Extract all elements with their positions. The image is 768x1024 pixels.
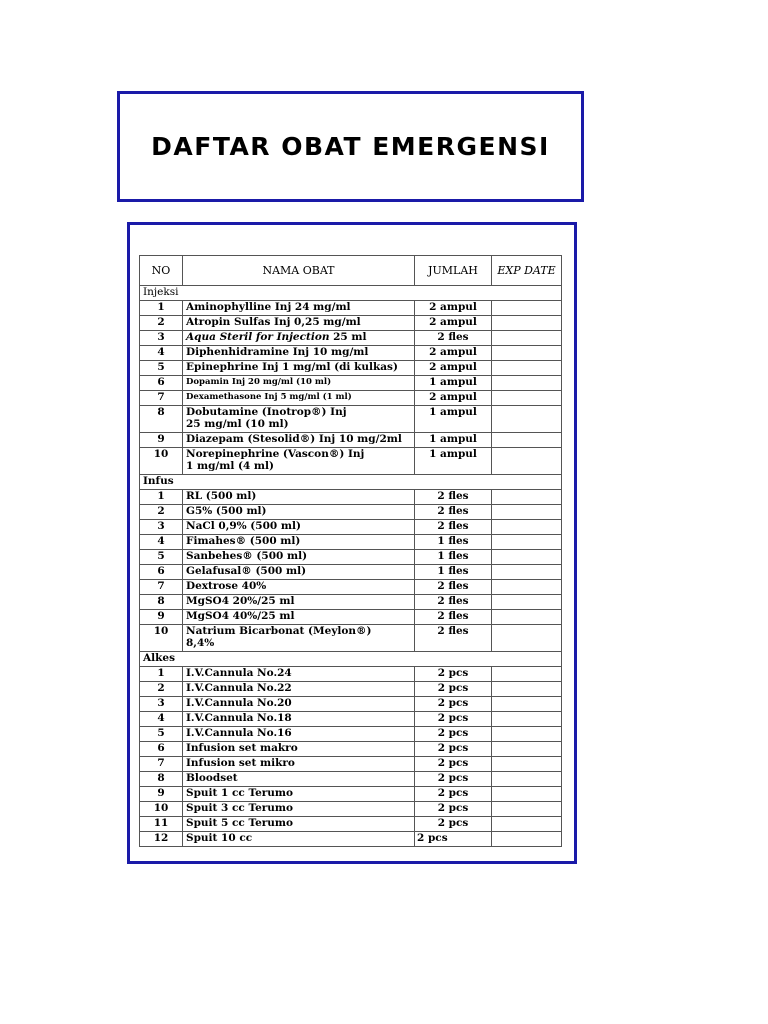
- row-exp: [492, 406, 562, 433]
- row-qty: 2 ampul: [415, 346, 492, 361]
- row-exp: [492, 712, 562, 727]
- row-no: 1: [140, 490, 183, 505]
- header-qty: JUMLAH: [415, 256, 492, 286]
- row-exp: [492, 787, 562, 802]
- row-exp: [492, 802, 562, 817]
- table-row: [140, 505, 562, 520]
- table-row: [140, 742, 562, 757]
- row-name: I.V.Cannula No.24: [183, 667, 415, 682]
- row-name-line: Dobutamine (Inotrop®) Inj: [186, 406, 347, 418]
- row-no: 4: [140, 346, 183, 361]
- table-row: [140, 697, 562, 712]
- table-row: [140, 580, 562, 595]
- row-no: 10: [140, 802, 183, 817]
- row-name: I.V.Cannula No.20: [183, 697, 415, 712]
- row-name: RL (500 ml): [183, 490, 415, 505]
- row-qty: 2 ampul: [415, 301, 492, 316]
- row-name: Spuit 3 cc Terumo: [183, 802, 415, 817]
- section-row-infus: [140, 475, 562, 490]
- row-exp: [492, 580, 562, 595]
- table-row: [140, 433, 562, 448]
- table-row: [140, 610, 562, 625]
- row-qty: 2 fles: [415, 520, 492, 535]
- table-row: [140, 682, 562, 697]
- row-qty: 2 pcs: [415, 697, 492, 712]
- row-exp: [492, 625, 562, 652]
- page-title: DAFTAR OBAT EMERGENSI: [151, 132, 550, 161]
- table-row: [140, 712, 562, 727]
- row-no: 2: [140, 316, 183, 331]
- row-qty: 1 ampul: [415, 433, 492, 448]
- table-row: [140, 448, 562, 475]
- header-exp-label: EXP DATE: [497, 263, 556, 277]
- header-exp: [492, 256, 562, 286]
- row-name: Diazepam (Stesolid®) Inj 10 mg/2ml: [183, 433, 415, 448]
- row-name: Infusion set makro: [183, 742, 415, 757]
- row-exp: [492, 697, 562, 712]
- row-name: Gelafusal® (500 ml): [183, 565, 415, 580]
- row-exp: [492, 520, 562, 535]
- row-name: Dopamin Inj 20 mg/ml (10 ml): [183, 376, 415, 391]
- row-no: 7: [140, 757, 183, 772]
- section-label: Alkes: [140, 652, 562, 667]
- row-no: 8: [140, 772, 183, 787]
- table-row: [140, 376, 562, 391]
- row-name-line: 25 mg/ml (10 ml): [186, 418, 289, 430]
- row-name: Aminophylline Inj 24 mg/ml: [183, 301, 415, 316]
- row-exp: [492, 682, 562, 697]
- row-exp: [492, 331, 562, 346]
- row-exp: [492, 316, 562, 331]
- row-exp: [492, 565, 562, 580]
- row-no: 5: [140, 361, 183, 376]
- table-row: [140, 301, 562, 316]
- row-name: Epinephrine Inj 1 mg/ml (di kulkas): [183, 361, 415, 376]
- row-name-line: 8,4%: [186, 637, 215, 649]
- row-name: G5% (500 ml): [183, 505, 415, 520]
- row-no: 6: [140, 376, 183, 391]
- row-name: Fimahes® (500 ml): [183, 535, 415, 550]
- row-name: [183, 625, 415, 652]
- row-name-line: Norepinephrine (Vascon®) Inj: [186, 448, 365, 460]
- section-row-injeksi: [140, 286, 562, 301]
- header-no: NO: [140, 256, 183, 286]
- row-name: Diphenhidramine Inj 10 mg/ml: [183, 346, 415, 361]
- row-name: Bloodset: [183, 772, 415, 787]
- row-exp: [492, 667, 562, 682]
- row-no: 2: [140, 682, 183, 697]
- table-row: [140, 490, 562, 505]
- row-qty: 2 pcs: [415, 727, 492, 742]
- row-exp: [492, 346, 562, 361]
- row-no: 10: [140, 448, 183, 475]
- row-exp: [492, 301, 562, 316]
- row-exp: [492, 772, 562, 787]
- row-no: 1: [140, 301, 183, 316]
- row-qty: 2 pcs: [415, 832, 492, 847]
- row-qty: 2 fles: [415, 580, 492, 595]
- table-row: [140, 316, 562, 331]
- row-exp: [492, 595, 562, 610]
- title-box: [117, 91, 584, 202]
- row-qty: 2 pcs: [415, 802, 492, 817]
- table-row: [140, 406, 562, 433]
- row-exp: [492, 535, 562, 550]
- table-row: [140, 667, 562, 682]
- row-qty: 2 pcs: [415, 787, 492, 802]
- table-row: [140, 772, 562, 787]
- row-qty: 2 fles: [415, 625, 492, 652]
- row-qty: 1 ampul: [415, 448, 492, 475]
- row-name: [183, 448, 415, 475]
- row-name: Spuit 1 cc Terumo: [183, 787, 415, 802]
- row-no: 3: [140, 520, 183, 535]
- row-name: I.V.Cannula No.22: [183, 682, 415, 697]
- row-no: 10: [140, 625, 183, 652]
- row-exp: [492, 433, 562, 448]
- table-row: [140, 361, 562, 376]
- row-qty: 2 ampul: [415, 361, 492, 376]
- row-name: Spuit 10 cc: [183, 832, 415, 847]
- header-name: NAMA OBAT: [183, 256, 415, 286]
- row-no: 4: [140, 712, 183, 727]
- row-no: 6: [140, 565, 183, 580]
- row-name: Sanbehes® (500 ml): [183, 550, 415, 565]
- drug-table: [139, 255, 562, 847]
- row-name-line: Natrium Bicarbonat (Meylon®): [186, 625, 372, 637]
- row-qty: 2 pcs: [415, 772, 492, 787]
- row-no: 9: [140, 787, 183, 802]
- row-no: 2: [140, 505, 183, 520]
- row-name: NaCl 0,9% (500 ml): [183, 520, 415, 535]
- row-no: 11: [140, 817, 183, 832]
- row-name-line: 1 mg/ml (4 ml): [186, 460, 274, 472]
- row-qty: 1 ampul: [415, 406, 492, 433]
- row-qty: 2 pcs: [415, 742, 492, 757]
- row-exp: [492, 550, 562, 565]
- row-no: 1: [140, 667, 183, 682]
- table-row: [140, 565, 562, 580]
- row-exp: [492, 742, 562, 757]
- row-name: Dextrose 40%: [183, 580, 415, 595]
- row-qty: 2 fles: [415, 505, 492, 520]
- section-label: Injeksi: [140, 286, 562, 301]
- row-qty: 2 fles: [415, 595, 492, 610]
- table-row: [140, 817, 562, 832]
- row-qty: 2 pcs: [415, 682, 492, 697]
- row-name: Infusion set mikro: [183, 757, 415, 772]
- row-exp: [492, 376, 562, 391]
- row-no: 7: [140, 391, 183, 406]
- row-exp: [492, 490, 562, 505]
- row-name: I.V.Cannula No.18: [183, 712, 415, 727]
- table-row: [140, 391, 562, 406]
- row-name: Dexamethasone Inj 5 mg/ml (1 ml): [183, 391, 415, 406]
- row-name: MgSO4 20%/25 ml: [183, 595, 415, 610]
- table-row: [140, 520, 562, 535]
- table-row: [140, 802, 562, 817]
- table-row: [140, 625, 562, 652]
- row-qty: 1 ampul: [415, 376, 492, 391]
- section-label: Infus: [140, 475, 562, 490]
- row-no: 8: [140, 406, 183, 433]
- row-name: MgSO4 40%/25 ml: [183, 610, 415, 625]
- table-row: [140, 346, 562, 361]
- row-qty: 2 pcs: [415, 817, 492, 832]
- row-no: 3: [140, 331, 183, 346]
- table-row: [140, 595, 562, 610]
- row-qty: 1 fles: [415, 565, 492, 580]
- table-row: [140, 832, 562, 847]
- table-row: [140, 727, 562, 742]
- row-name-italic: Aqua Steril for Injection: [186, 331, 330, 343]
- row-no: 9: [140, 433, 183, 448]
- row-exp: [492, 817, 562, 832]
- table-row: [140, 787, 562, 802]
- row-qty: 2 pcs: [415, 757, 492, 772]
- row-no: 8: [140, 595, 183, 610]
- table-row: [140, 757, 562, 772]
- row-no: 3: [140, 697, 183, 712]
- row-name: I.V.Cannula No.16: [183, 727, 415, 742]
- row-qty: 2 fles: [415, 610, 492, 625]
- table-row: [140, 550, 562, 565]
- row-qty: 1 fles: [415, 550, 492, 565]
- row-qty: 2 pcs: [415, 712, 492, 727]
- row-qty: 1 fles: [415, 535, 492, 550]
- row-exp: [492, 832, 562, 847]
- row-no: 9: [140, 610, 183, 625]
- row-qty: 2 ampul: [415, 391, 492, 406]
- row-exp: [492, 361, 562, 376]
- row-name: [183, 406, 415, 433]
- row-name: [183, 331, 415, 346]
- row-name-rest: 25 ml: [329, 331, 367, 343]
- row-no: 12: [140, 832, 183, 847]
- table-row: [140, 535, 562, 550]
- row-name: Atropin Sulfas Inj 0,25 mg/ml: [183, 316, 415, 331]
- row-exp: [492, 757, 562, 772]
- row-exp: [492, 391, 562, 406]
- row-qty: 2 pcs: [415, 667, 492, 682]
- row-no: 5: [140, 550, 183, 565]
- row-no: 5: [140, 727, 183, 742]
- section-row-alkes: [140, 652, 562, 667]
- row-exp: [492, 505, 562, 520]
- row-no: 7: [140, 580, 183, 595]
- row-qty: 2 fles: [415, 331, 492, 346]
- row-exp: [492, 610, 562, 625]
- row-no: 4: [140, 535, 183, 550]
- row-qty: 2 fles: [415, 490, 492, 505]
- row-exp: [492, 448, 562, 475]
- row-no: 6: [140, 742, 183, 757]
- row-name: Spuit 5 cc Terumo: [183, 817, 415, 832]
- row-qty: 2 ampul: [415, 316, 492, 331]
- row-exp: [492, 727, 562, 742]
- table-row: [140, 331, 562, 346]
- header-row: [140, 256, 562, 286]
